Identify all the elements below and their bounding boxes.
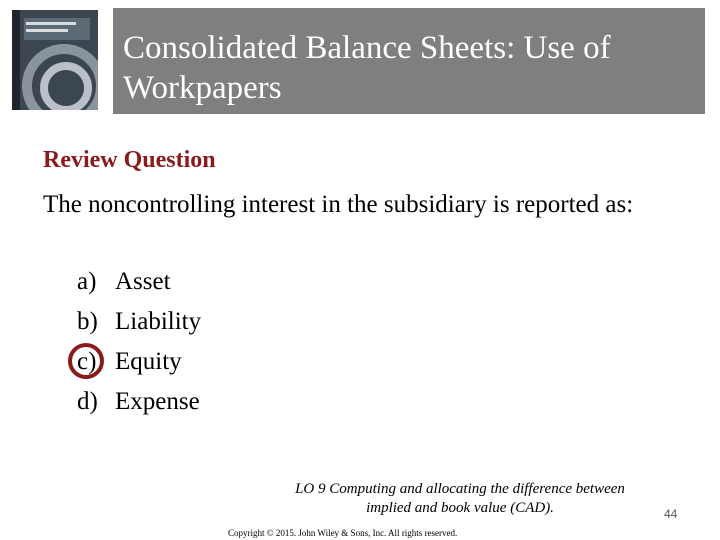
slide-title: Consolidated Balance Sheets: Use of Workpapers	[123, 30, 611, 106]
option-c	[77, 342, 201, 382]
book-cover-spine	[12, 10, 20, 110]
option-letter: b)	[77, 308, 98, 335]
option-text: Liability	[115, 308, 202, 335]
learning-objective	[230, 480, 690, 518]
option-text: Expense	[115, 388, 200, 415]
page-number: 44	[664, 507, 678, 521]
book-cover-title-line-1	[26, 22, 76, 25]
option-b	[77, 302, 201, 342]
copyright-notice: Copyright © 2015. John Wiley & Sons, Inc. All rights reserved.	[228, 528, 458, 538]
book-cover-image	[12, 10, 98, 110]
correct-answer-circle	[68, 343, 104, 379]
option-text: Equity	[115, 348, 182, 375]
option-letter-wrapper	[77, 342, 115, 382]
option-a	[77, 262, 201, 302]
title-bar	[113, 8, 705, 114]
learning-objective-line-1: LO 9 Computing and allocating the difference between	[295, 481, 625, 497]
option-d	[77, 382, 201, 422]
learning-objective-line-2: implied and book value (CAD).	[366, 500, 554, 516]
option-letter: d)	[77, 388, 98, 415]
review-question-heading: Review Question	[43, 147, 216, 173]
option-letter: a)	[77, 268, 97, 295]
book-cover-inner-spiral	[40, 62, 92, 110]
answer-options	[77, 262, 201, 422]
option-letter: c)	[77, 348, 97, 375]
option-text: Asset	[115, 268, 171, 295]
book-cover-title-line-2	[26, 29, 68, 32]
question-text: The noncontrolling interest in the subsidiary is reported as:	[43, 191, 634, 218]
